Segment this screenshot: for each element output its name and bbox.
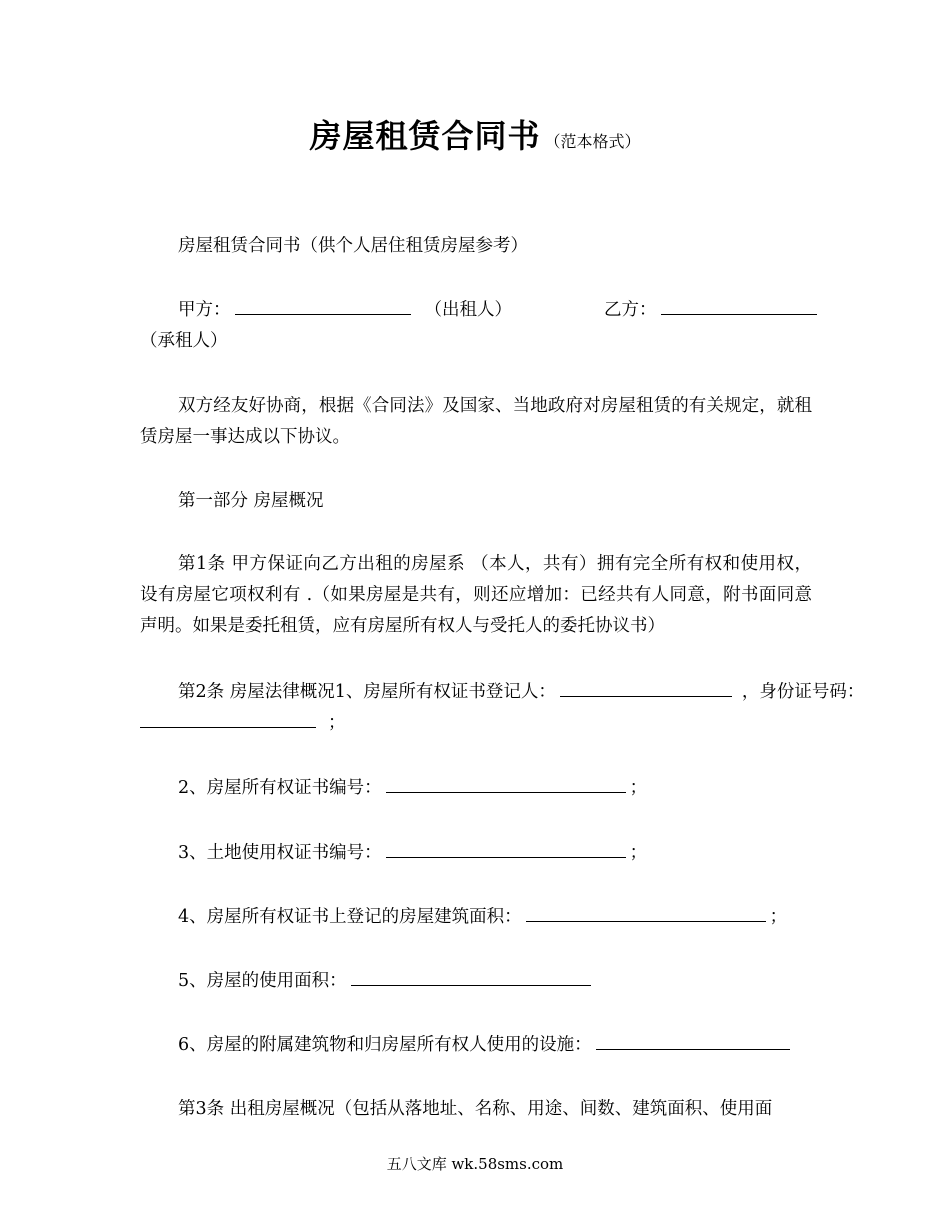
item-2-semicolon: ； [629, 778, 648, 798]
title-subtitle: （范本格式） [544, 132, 641, 151]
article-2-line-2 [140, 708, 812, 739]
certificate-number-blank [386, 791, 626, 793]
item-4-semicolon: ； [769, 907, 788, 927]
building-area-blank [526, 920, 766, 922]
article-1: 第1条 甲方保证向乙方出租的房屋系 （本人，共有）拥有完全所有权和使用权，设有房屋它项权利有 .（如果房屋是共有，则还应增加：已经共有人同意，附书面同意声明。如果是委托租赁，应有房屋所有权人与受托人的委托协议书） [140, 554, 812, 636]
footer-watermark: 五八文库 wk.58sms.com [386, 1155, 564, 1173]
title-main: 房屋租赁合同书 [309, 117, 541, 155]
usable-area-blank [351, 984, 591, 986]
item-6-label: 6、房屋的附属建筑物和归房屋所有权人使用的设施： [178, 1035, 592, 1055]
intro-paragraph: 双方经友好协商，根据《合同法》及国家、当地政府对房屋租赁的有关规定，就租赁房屋一事达成以下协议。 [140, 396, 812, 447]
party-a-role: （出租人） [424, 300, 512, 320]
item-3-semicolon: ； [629, 843, 648, 863]
article-2 [140, 677, 865, 739]
parties-paragraph [140, 295, 812, 357]
party-b-label: 乙方： [604, 300, 657, 320]
parties-line [140, 295, 812, 326]
item-4 [140, 902, 850, 933]
facilities-blank [596, 1048, 790, 1050]
party-a-label: 甲方： [178, 300, 231, 320]
contract-subtitle: 房屋租赁合同书（供个人居住租赁房屋参考） [178, 236, 528, 256]
party-a-blank [235, 313, 411, 315]
item-2 [140, 773, 850, 804]
party-b-role: （承租人） [140, 331, 228, 351]
land-certificate-blank [386, 856, 626, 858]
article-2-prefix: 第2条 房屋法律概况1、房屋所有权证书登记人： [178, 682, 556, 702]
article-2-mid: ，身份证号码： [741, 682, 865, 702]
item-3-label: 3、土地使用权证书编号： [178, 843, 382, 863]
item-5 [140, 966, 850, 997]
article-3: 第3条 出租房屋概况（包括从落地址、名称、用途、间数、建筑面积、使用面 [178, 1099, 773, 1119]
item-2-label: 2、房屋所有权证书编号： [178, 778, 382, 798]
registrant-blank [560, 695, 732, 697]
item-4-label: 4、房屋所有权证书上登记的房屋建筑面积： [178, 907, 522, 927]
article-2-end: ； [328, 713, 346, 733]
item-3 [140, 838, 850, 869]
item-6 [140, 1030, 850, 1061]
id-number-blank [140, 726, 316, 728]
article-2-line-1 [140, 677, 865, 708]
party-b-blank [661, 313, 817, 315]
item-5-label: 5、房屋的使用面积： [178, 971, 347, 991]
document-title [0, 114, 950, 164]
part1-heading: 第一部分 房屋概况 [178, 491, 324, 511]
